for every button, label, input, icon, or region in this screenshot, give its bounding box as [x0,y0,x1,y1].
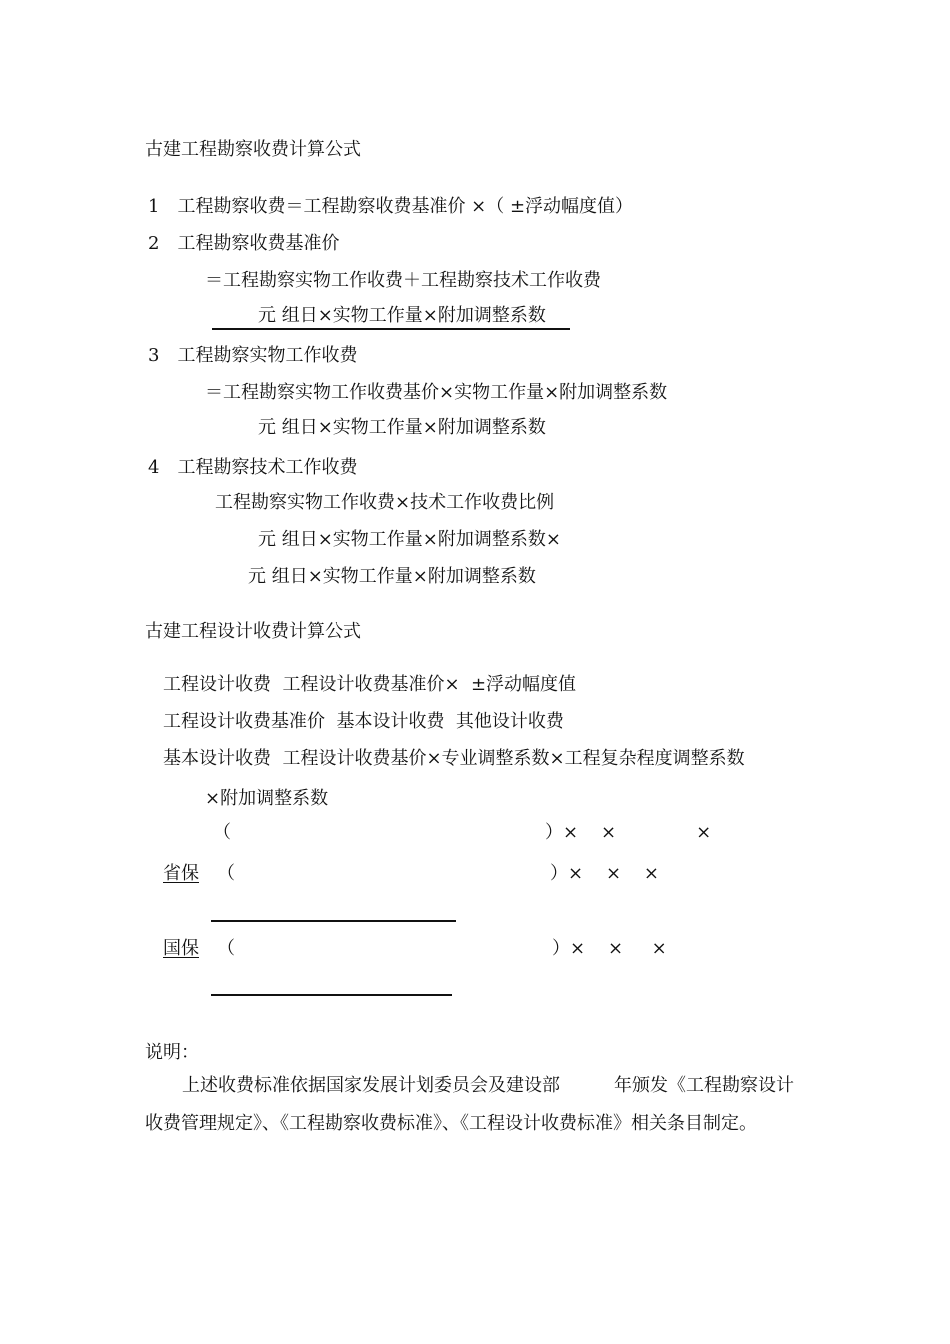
survey-item-4-formula: 工程勘察实物工作收费×技术工作收费比例 [215,492,555,513]
survey-item-3-sub: 元 组日×实物工作量×附加调整系数 [258,417,546,438]
design-line-1: 工程设计收费 工程设计收费基准价× ±浮动幅度值 [163,674,577,695]
note-label: 说明： [145,1042,199,1063]
blank-line [211,920,456,922]
survey-item-3-formula: ＝工程勘察实物工作收费基价×实物工作量×附加调整系数 [205,382,668,403]
survey-item-2-sub: 元 组日×实物工作量×附加调整系数 [258,305,546,326]
survey-item-2: 2 工程勘察收费基准价 [148,233,340,254]
design-row-3-open: （ [217,938,235,959]
survey-heading: 古建工程勘察收费计算公式 [145,139,361,160]
survey-item-2-formula: ＝工程勘察实物工作收费＋工程勘察技术工作收费 [205,270,601,291]
survey-item-4-sub-1: 元 组日×实物工作量×附加调整系数× [258,529,561,550]
design-heading: 古建工程设计收费计算公式 [145,621,361,642]
design-line-3-cont: ×附加调整系数 [205,788,329,809]
row-label-provincial: 省保 [163,863,199,884]
row-label-national: 国保 [163,938,199,959]
design-row-2-close: ）× × × [550,863,660,884]
design-line-3: 基本设计收费 工程设计收费基价×专业调整系数×工程复杂程度调整系数 [163,748,745,769]
survey-item-3: 3 工程勘察实物工作收费 [148,345,358,366]
divider-line [212,328,570,330]
blank-line [211,994,452,996]
design-row-1-open: （ [213,822,231,843]
design-row-3-close: ）× × × [552,938,667,959]
design-line-2: 工程设计收费基准价 基本设计收费 其他设计收费 [163,711,564,732]
note-text: 上述收费标准依据国家发展计划委员会及建设部 年颁发《工程勘察设计收费管理规定》、《工程勘察收费标准》、《工程设计收费标准》相关条目制定。 [145,1075,794,1134]
survey-item-4-sub-2: 元 组日×实物工作量×附加调整系数 [248,566,536,587]
survey-item-4: 4 工程勘察技术工作收费 [148,457,358,478]
design-row-1-close: ）× × × [545,822,712,843]
design-row-2-open: （ [217,863,235,884]
survey-item-1: 1 工程勘察收费＝工程勘察收费基准价 ×（ ±浮动幅度值） [148,196,634,217]
